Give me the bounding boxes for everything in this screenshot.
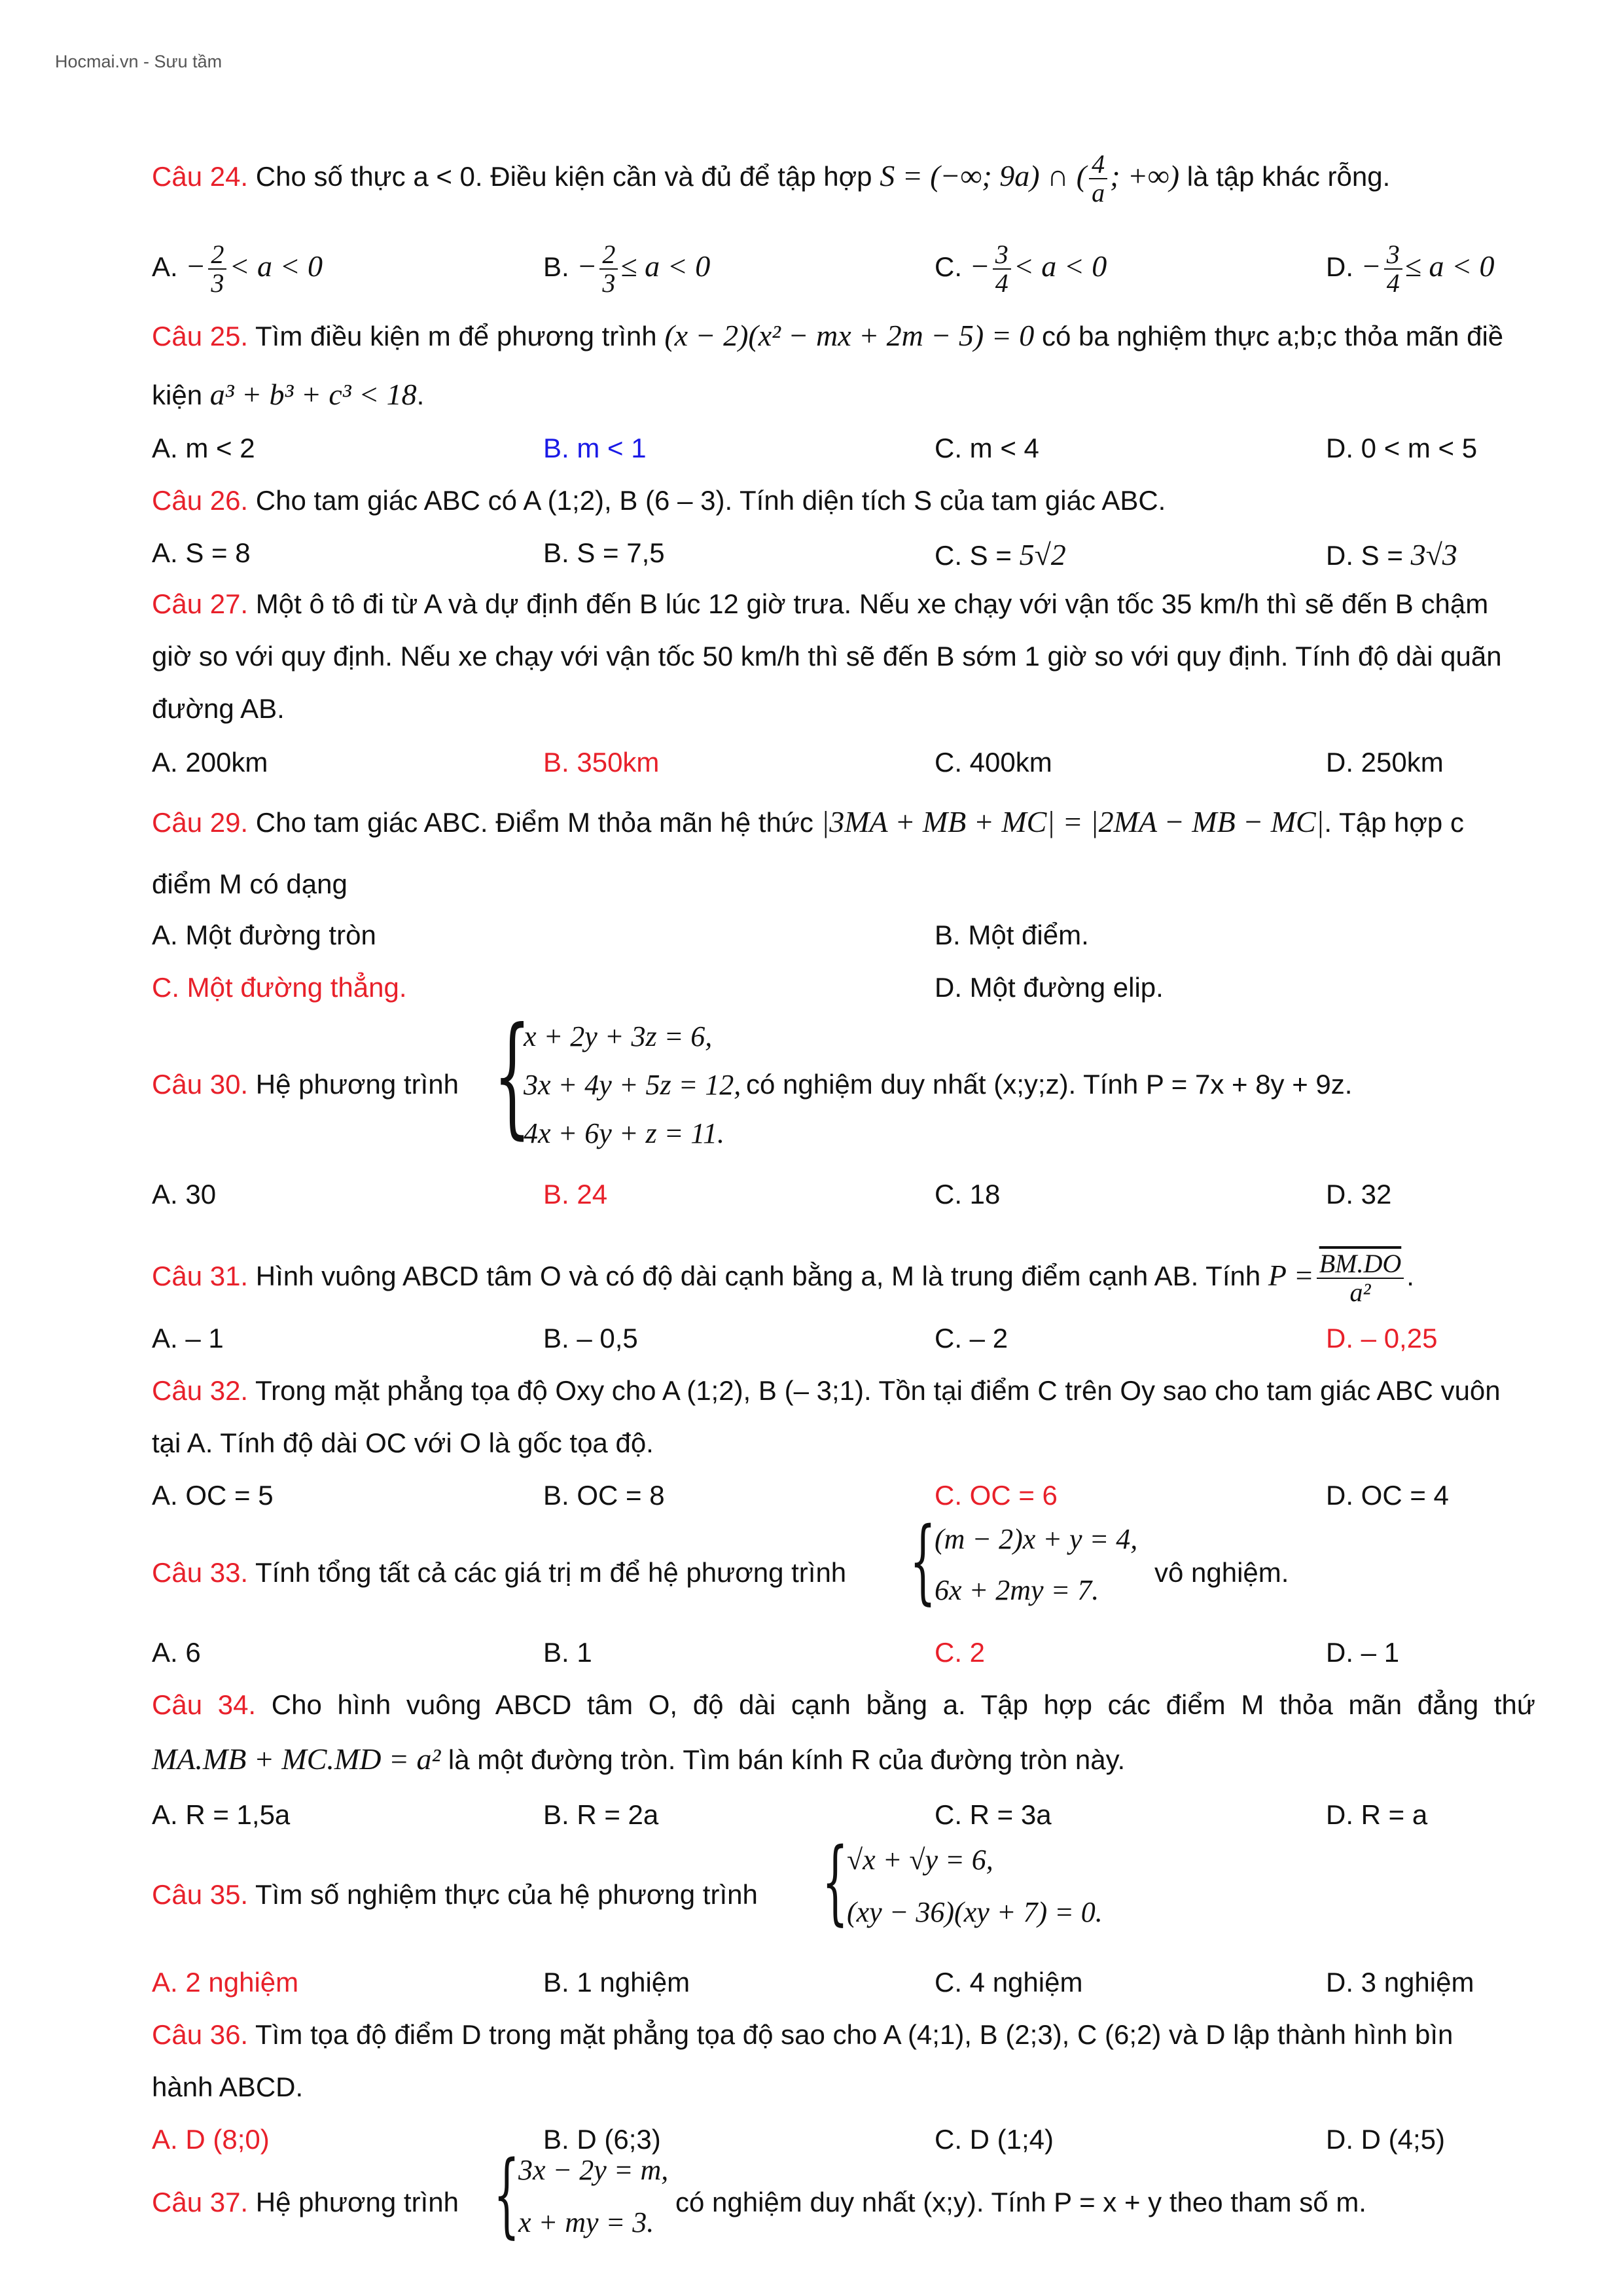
question-label: Câu 26.: [152, 485, 249, 516]
question-33: Câu 33. Tính tổng tất cả các giá trị m để hệ phương trình: [152, 1557, 847, 1588]
question-26: Câu 26. Cho tam giác ABC có A (1;2), B (6 – 3). Tính diện tích S của tam giác ABC.: [152, 485, 1166, 516]
option-d: D. S = 3√3: [1326, 538, 1457, 571]
option-b: B. 1: [543, 1637, 592, 1668]
question-label: Câu 36.: [152, 2019, 249, 2050]
question-label: Câu 34.: [152, 1689, 257, 1720]
option-b: B. Một điểm.: [935, 920, 1089, 950]
question-30-tail: có nghiệm duy nhất (x;y;z). Tính P = 7x + 8y + 9z.: [746, 1069, 1353, 1100]
option-c: C. 18: [935, 1179, 1001, 1210]
option-c-correct: C. 2: [935, 1637, 986, 1668]
option-b: B. S = 7,5: [543, 537, 665, 568]
option-b-correct: B. m < 1: [543, 433, 647, 463]
question-35: Câu 35. Tìm số nghiệm thực của hệ phương trình: [152, 1879, 758, 1910]
question-24: [152, 151, 1390, 207]
question-29: Câu 29. Cho tam giác ABC. Điểm M thỏa mãn hệ thức |3MA + MB + MC| = |2MA − MB − MC|. Tập hợp c: [152, 805, 1464, 838]
option-b: B. 1 nghiệm: [543, 1967, 690, 1998]
option-d: D. Một đường elip.: [935, 972, 1164, 1003]
option-d: D. 3 nghiệm: [1326, 1967, 1474, 1998]
option-a: A. 6: [152, 1637, 201, 1668]
option-c: C. 4 nghiệm: [935, 1967, 1083, 1998]
question-36: Câu 36. Tìm tọa độ điểm D trong mặt phẳng tọa độ sao cho A (4;1), B (2;3), C (6;2) và D lập thành hình bìn: [152, 2019, 1454, 2050]
equation-system: { 3x − 2y = m, x + my = 3.: [493, 2142, 669, 2248]
option-a: A. S = 8: [152, 537, 251, 568]
question-34: Câu 34. Cho hình vuông ABCD tâm O, độ dài cạnh bằng a. Tập hợp các điểm M thỏa mãn đẳng thứ: [152, 1689, 1536, 1720]
option-c-correct: C. OC = 6: [935, 1480, 1058, 1511]
option-c: C. m < 4: [935, 433, 1039, 463]
question-31: Câu 31. Hình vuông ABCD tâm O và có độ dài cạnh bằng a, M là trung điểm cạnh AB. Tính P = $\frac{BM.DO}{\text{a²}}$ .: [152, 1249, 1414, 1307]
option-b-correct: B. 350km: [543, 747, 660, 778]
option-c: C. D (1;4): [935, 2124, 1054, 2155]
option-a: A. 30: [152, 1179, 217, 1210]
question-34-line2: MA.MB + MC.MD = a² là một đường tròn. Tìm bán kính R của đường tròn này.: [152, 1742, 1126, 1776]
fraction: $\frac{BM.DO}{\text{a²}}$: [1317, 1250, 1404, 1306]
question-25: Câu 25. Tìm điều kiện m để phương trình (x − 2)(x² − mx + 2m − 5) = 0 có ba nghiệm thực a;b;c thỏa mãn điề: [152, 319, 1504, 352]
option-d: D. D (4;5): [1326, 2124, 1446, 2155]
vector-expression: |3MA + MB + MC| = |2MA − MB − MC|: [821, 805, 1325, 838]
question-label: Câu 27.: [152, 588, 249, 619]
option-a: A. R = 1,5a: [152, 1799, 291, 1830]
option-c: C. S = 5√2: [935, 538, 1066, 571]
question-37-tail: có nghiệm duy nhất (x;y). Tính P = x + y theo tham số m.: [675, 2187, 1366, 2217]
option-d: D. 250km: [1326, 747, 1444, 778]
math-expression: ; +∞): [1110, 159, 1180, 193]
option-d: D. 0 < m < 5: [1326, 433, 1478, 463]
page-header: Hocmai.vn - Sưu tầm: [55, 52, 223, 71]
question-36-line2: hành ABCD.: [152, 2072, 304, 2102]
vector-expression: MA.MB + MC.MD = a²: [152, 1742, 441, 1776]
question-30: Câu 30. Hệ phương trình: [152, 1069, 459, 1100]
question-text: là tập khác rỗng.: [1179, 161, 1391, 192]
brace-icon: {: [910, 1508, 936, 1615]
fraction: $\frac{4}{a}$: [1089, 151, 1107, 207]
question-label: Câu 31.: [152, 1261, 249, 1292]
option-b: B. D (6;3): [543, 2124, 661, 2155]
option-c: C. – 2: [935, 1323, 1008, 1354]
question-label: Câu 33.: [152, 1557, 249, 1588]
question-label: Câu 29.: [152, 807, 249, 838]
question-text: Cho số thực a < 0. Điều kiện cần và đủ để tập hợp: [248, 161, 880, 192]
question-33-tail: vô nghiệm.: [1154, 1557, 1289, 1588]
option-b-correct: B. 24: [543, 1179, 608, 1210]
equation-system: { √x + √y = 6, (xy − 36)(xy + 7) = 0.: [822, 1829, 1103, 1935]
option-a: A. m < 2: [152, 433, 255, 463]
option-d-correct: D. – 0,25: [1326, 1323, 1438, 1354]
option-d: D. OC = 4: [1326, 1480, 1449, 1511]
option-d: D. R = a: [1326, 1799, 1428, 1830]
question-27-line3: đường AB.: [152, 693, 285, 724]
option-a: A. OC = 5: [152, 1480, 274, 1511]
option-c: C. − $\frac{3}{4}$ < a < 0: [935, 240, 1107, 298]
question-27-line2: giờ so với quy định. Nếu xe chạy với vận tốc 50 km/h thì sẽ đến B sớm 1 giờ so với quy định. Tính độ dài quãn: [152, 641, 1502, 672]
option-a: A. Một đường tròn: [152, 920, 376, 950]
math-expression: (x − 2)(x² − mx + 2m − 5) = 0: [664, 319, 1035, 352]
question-label: Câu 25.: [152, 321, 249, 351]
option-a-correct: A. 2 nghiệm: [152, 1967, 299, 1998]
equation-system: { x + 2y + 3z = 6, 3x + 4y + 5z = 12, 4x + 6y + z = 11.: [493, 999, 741, 1152]
question-label: Câu 32.: [152, 1375, 249, 1406]
option-d: D. 32: [1326, 1179, 1392, 1210]
question-25-line2: kiện a³ + b³ + c³ < 18.: [152, 378, 425, 411]
question-label: Câu 35.: [152, 1879, 249, 1910]
brace-icon: {: [493, 999, 531, 1152]
brace-icon: {: [822, 1829, 849, 1935]
question-label: Câu 24.: [152, 161, 249, 192]
option-c: C. 400km: [935, 747, 1052, 778]
equation-system: { (m − 2)x + y = 4, 6x + 2my = 7.: [910, 1508, 1138, 1615]
option-c-correct: C. Một đường thẳng.: [152, 972, 407, 1003]
option-a: A. − $\frac{2}{3}$ < a < 0: [152, 240, 323, 298]
question-32-line2: tại A. Tính độ dài OC với O là gốc tọa độ.: [152, 1427, 654, 1458]
math-expression: S = (−∞; 9a) ∩ (: [880, 159, 1087, 193]
option-b: B. − $\frac{2}{3}$ ≤ a < 0: [543, 240, 711, 298]
option-a-correct: A. D (8;0): [152, 2124, 270, 2155]
question-label: Câu 30.: [152, 1069, 249, 1100]
question-37: Câu 37. Hệ phương trình: [152, 2187, 459, 2217]
question-29-line2: điểm M có dạng: [152, 869, 348, 899]
question-label: Câu 37.: [152, 2187, 249, 2217]
option-d: D. – 1: [1326, 1637, 1400, 1668]
option-a: A. 200km: [152, 747, 268, 778]
question-27: Câu 27. Một ô tô đi từ A và dự định đến B lúc 12 giờ trưa. Nếu xe chạy với vận tốc 35 km/h thì sẽ đến B chậm: [152, 588, 1489, 619]
question-32: Câu 32. Trong mặt phẳng tọa độ Oxy cho A (1;2), B (– 3;1). Tồn tại điểm C trên Oy sao cho tam giác ABC vuôn: [152, 1375, 1501, 1406]
worksheet: [152, 0, 1623, 2296]
option-b: B. – 0,5: [543, 1323, 638, 1354]
option-a: A. – 1: [152, 1323, 224, 1354]
math-expression: a³ + b³ + c³ < 18: [209, 378, 417, 411]
option-b: B. OC = 8: [543, 1480, 665, 1511]
option-d: D. − $\frac{3}{4}$ ≤ a < 0: [1326, 240, 1495, 298]
option-b: B. R = 2a: [543, 1799, 659, 1830]
brace-icon: {: [493, 2142, 520, 2248]
option-c: C. R = 3a: [935, 1799, 1052, 1830]
